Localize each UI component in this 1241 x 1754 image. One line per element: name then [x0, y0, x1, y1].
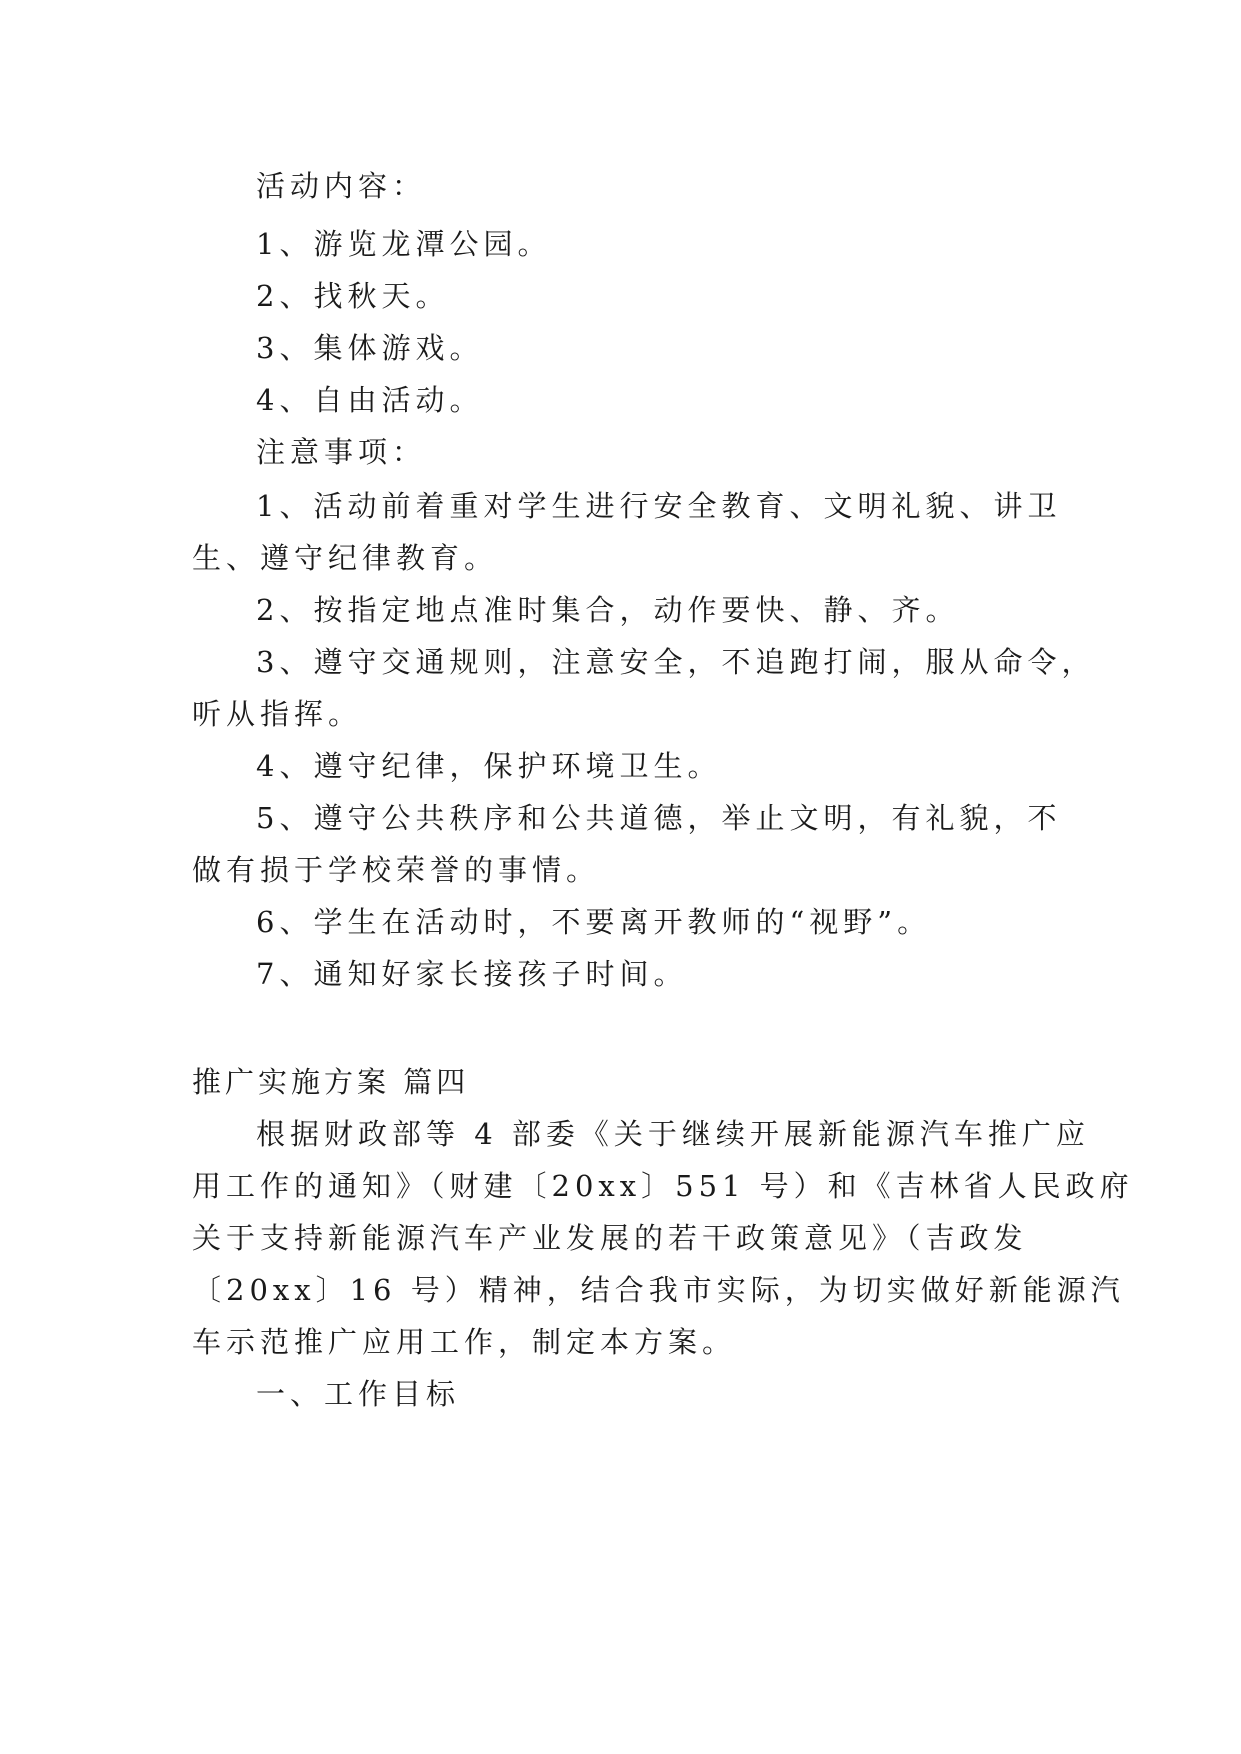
note-item-continued: 听从指挥。: [192, 697, 363, 731]
note-item: 4、遵守纪律，保护环境卫生。: [256, 749, 722, 783]
subheading: 一、工作目标: [256, 1377, 461, 1411]
intro-line: 〔20xx〕16 号）精神，结合我市实际，为切实做好新能源汽: [192, 1273, 1125, 1307]
note-item: 3、遵守交通规则，注意安全，不追跑打闹，服从命令，: [256, 645, 1096, 679]
activity-item: 3、集体游戏。: [256, 331, 484, 365]
note-item: 6、学生在活动时，不要离开教师的“视野”。: [256, 905, 932, 939]
note-item: 5、遵守公共秩序和公共道德，举止文明，有礼貌，不: [256, 801, 1062, 835]
activity-item: 1、游览龙潭公园。: [256, 227, 552, 261]
section-title: 推广实施方案 篇四: [192, 1065, 470, 1099]
activity-item: 2、找秋天。: [256, 279, 450, 313]
note-item: 1、活动前着重对学生进行安全教育、文明礼貌、讲卫: [256, 489, 1062, 523]
activity-header: 活动内容：: [256, 169, 427, 203]
note-item: 2、按指定地点准时集合，动作要快、静、齐。: [256, 593, 960, 627]
intro-line: 用工作的通知》（财建〔20xx〕551 号）和《吉林省人民政府: [192, 1169, 1134, 1203]
note-item: 7、通知好家长接孩子时间。: [256, 957, 688, 991]
note-item-continued: 生、遵守纪律教育。: [192, 541, 499, 575]
intro-line: 根据财政部等 4 部委《关于继续开展新能源汽车推广应: [256, 1117, 1090, 1151]
activity-item: 4、自由活动。: [256, 383, 484, 417]
intro-line: 车示范推广应用工作，制定本方案。: [192, 1325, 737, 1359]
notes-header: 注意事项：: [256, 435, 427, 469]
note-item-continued: 做有损于学校荣誉的事情。: [192, 853, 601, 887]
intro-line: 关于支持新能源汽车产业发展的若干政策意见》（吉政发: [192, 1221, 1028, 1255]
